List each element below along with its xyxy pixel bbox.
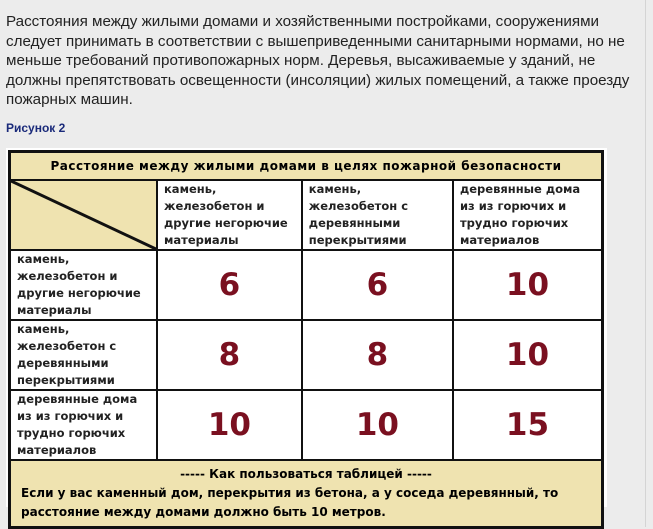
page-border xyxy=(645,0,646,527)
table-footer xyxy=(10,460,603,528)
body-paragraph: Расстояния между жилыми домами и хозяйственными постройками, сооружениями следует принимать в соответствии с вышеприведенными санитарными нормами, но не меньше требований противопожарных норм. Деревья, высаживаемые у зданий, не должны препятствовать освещенности (инсоляции) жилых помещений, а также проезду пожарных машин. xyxy=(6,13,630,108)
row-header: деревянные дома из из горючих и трудно горючих материалов xyxy=(10,390,158,460)
diagonal-line xyxy=(11,181,156,249)
row-header: камень, железобетон и другие негорючие материалы xyxy=(10,250,158,320)
distance-value: 10 xyxy=(453,250,603,320)
distance-value: 10 xyxy=(302,390,453,460)
column-header: камень, железобетон и другие негорючие материалы xyxy=(157,180,302,250)
footer-text: Если у вас каменный дом, перекрытия из бетона, а у соседа деревянный, то расстояние между домами должно быть 10 метров. xyxy=(21,486,559,519)
table-row xyxy=(10,250,603,320)
row-header: камень, железобетон с деревянными перекрытиями xyxy=(10,320,158,390)
distance-value: 10 xyxy=(157,390,302,460)
distance-value: 8 xyxy=(157,320,302,390)
distance-value: 15 xyxy=(453,390,603,460)
distance-value: 8 xyxy=(302,320,453,390)
table-row xyxy=(10,320,603,390)
diagonal-corner-cell xyxy=(10,180,158,250)
distance-value: 6 xyxy=(302,250,453,320)
distance-value: 10 xyxy=(453,320,603,390)
figure-caption: Рисунок 2 xyxy=(6,121,66,135)
table-row xyxy=(10,390,603,460)
fire-distance-table xyxy=(8,150,604,529)
footer-title: ----- Как пользоваться таблицей ----- xyxy=(180,467,432,481)
table-title: Расстояние между жилыми домами в целях пожарной безопасности xyxy=(10,152,603,181)
distance-value: 6 xyxy=(157,250,302,320)
column-header: деревянные дома из из горючих и трудно горючих материалов xyxy=(453,180,603,250)
column-header: камень, железобетон с деревянными перекрытиями xyxy=(302,180,453,250)
